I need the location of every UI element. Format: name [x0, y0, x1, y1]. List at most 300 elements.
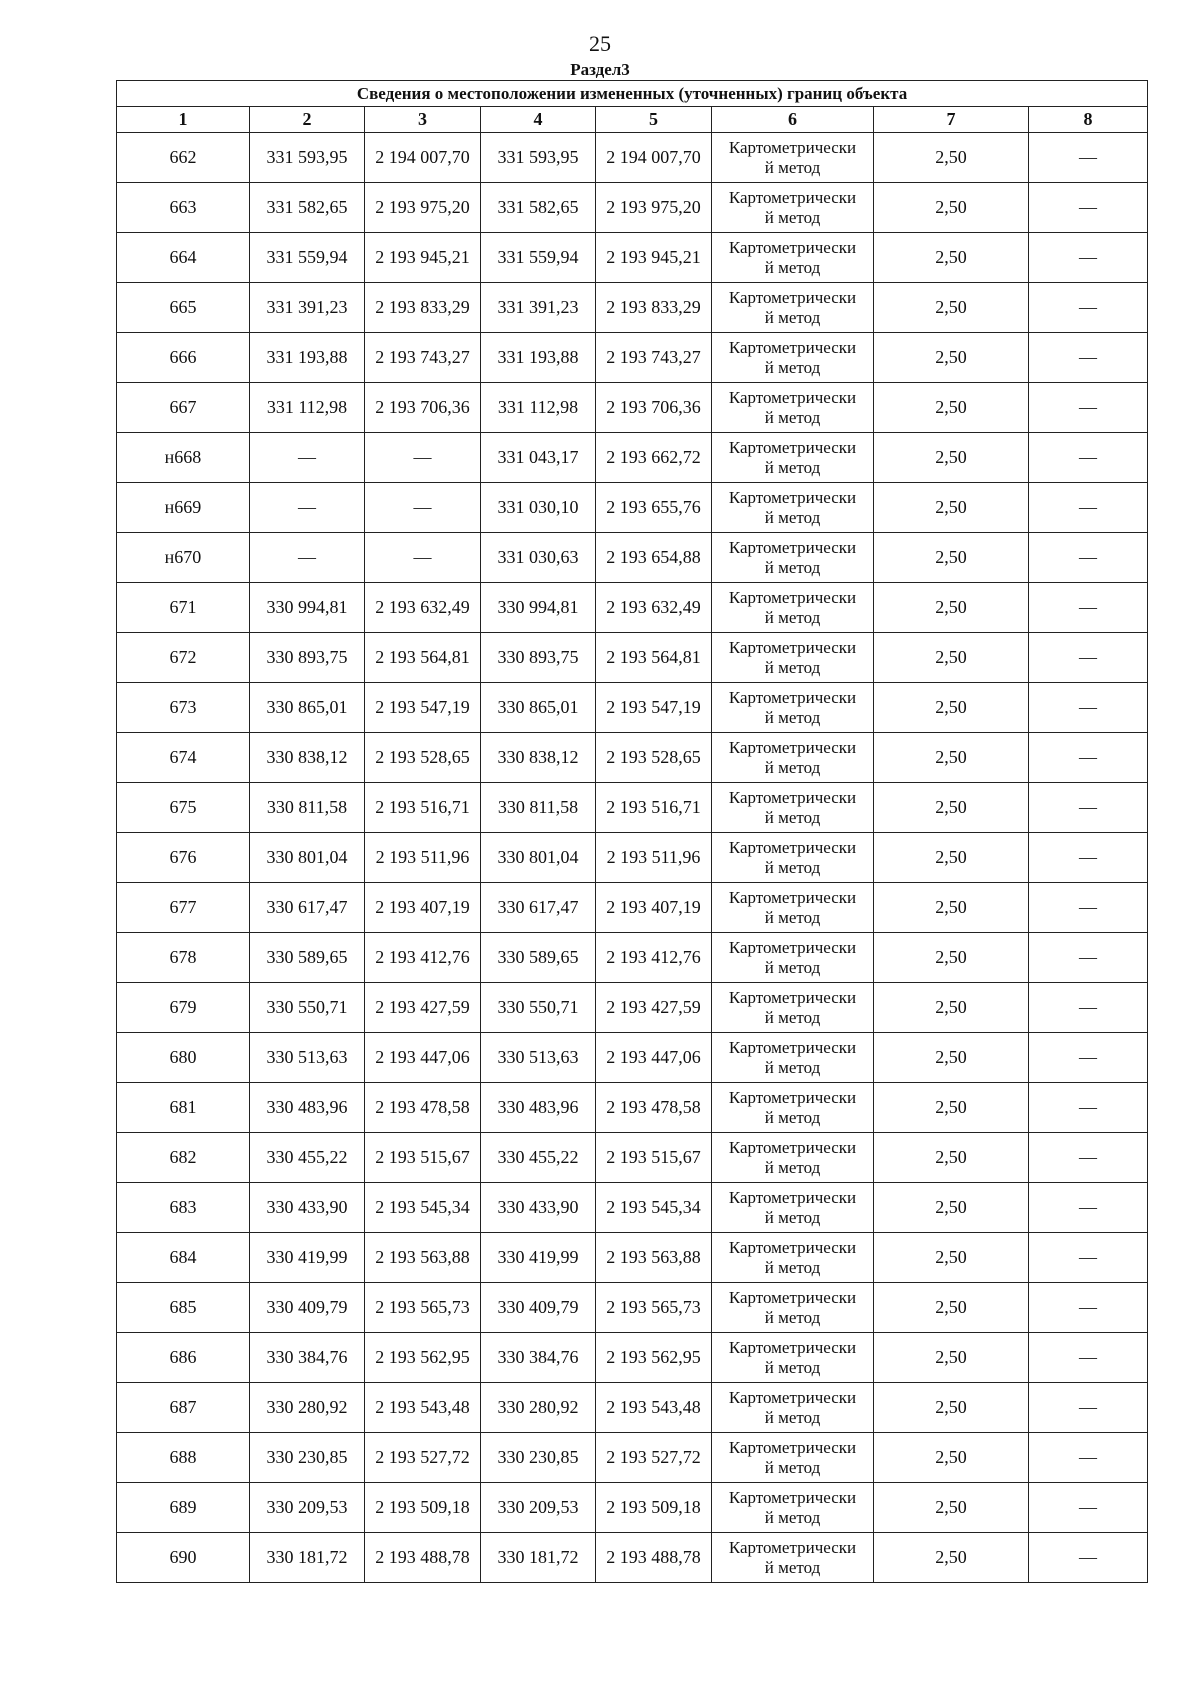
cell-col-7: 2,50	[874, 1033, 1029, 1083]
method-text-line-1: Картометрически	[728, 1037, 857, 1057]
method-text-line-1: Картометрически	[728, 1337, 857, 1357]
method-text-line-2: й метод	[764, 407, 821, 427]
cell-col-7: 2,50	[874, 283, 1029, 333]
cell-col-3: 2 193 562,95	[365, 1333, 481, 1383]
table-caption: Сведения о местоположении измененных (уточненных) границ объекта	[117, 81, 1148, 107]
cell-col-5: 2 193 528,65	[596, 733, 712, 783]
cell-col-5: 2 193 632,49	[596, 583, 712, 633]
cell-col-3: 2 194 007,70	[365, 133, 481, 183]
cell-col-4: 330 409,79	[481, 1283, 596, 1333]
cell-col-1: 686	[117, 1333, 250, 1383]
cell-col-5: 2 193 412,76	[596, 933, 712, 983]
cell-col-7: 2,50	[874, 633, 1029, 683]
cell-col-5: 2 193 654,88	[596, 533, 712, 583]
cell-col-3: 2 193 833,29	[365, 283, 481, 333]
cell-col-3: 2 193 547,19	[365, 683, 481, 733]
cell-col-4: 330 280,92	[481, 1383, 596, 1433]
cell-method	[712, 383, 874, 433]
column-header-1: 1	[117, 107, 250, 133]
method-text-line-2: й метод	[764, 507, 821, 527]
method-text-line-1: Картометрически	[728, 787, 857, 807]
cell-col-4: 330 838,12	[481, 733, 596, 783]
cell-method	[712, 483, 874, 533]
cell-col-5: 2 193 447,06	[596, 1033, 712, 1083]
method-text-line-1: Картометрически	[728, 537, 857, 557]
cell-col-2: 330 419,99	[250, 1233, 365, 1283]
method-text-line-2: й метод	[764, 1257, 821, 1277]
cell-col-2: 330 811,58	[250, 783, 365, 833]
cell-col-5: 2 194 007,70	[596, 133, 712, 183]
method-text-line-1: Картометрически	[728, 587, 857, 607]
table-row	[117, 1433, 1148, 1483]
method-text-line-2: й метод	[764, 757, 821, 777]
cell-method	[712, 583, 874, 633]
cell-method	[712, 1233, 874, 1283]
cell-col-1: 682	[117, 1133, 250, 1183]
cell-col-3: 2 193 427,59	[365, 983, 481, 1033]
cell-col-1: 683	[117, 1183, 250, 1233]
cell-method	[712, 533, 874, 583]
cell-col-5: 2 193 527,72	[596, 1433, 712, 1483]
cell-col-2: 330 838,12	[250, 733, 365, 783]
cell-col-4: 331 030,63	[481, 533, 596, 583]
cell-col-5: 2 193 511,96	[596, 833, 712, 883]
cell-col-4: 331 030,10	[481, 483, 596, 533]
cell-col-1: 673	[117, 683, 250, 733]
method-text-line-1: Картометрически	[728, 137, 857, 157]
table-row	[117, 833, 1148, 883]
cell-col-3: 2 193 516,71	[365, 783, 481, 833]
cell-col-1: 674	[117, 733, 250, 783]
table-row	[117, 483, 1148, 533]
cell-method	[712, 1183, 874, 1233]
cell-col-3: 2 193 564,81	[365, 633, 481, 683]
cell-col-3: 2 193 412,76	[365, 933, 481, 983]
table-row	[117, 283, 1148, 333]
method-text-line-1: Картометрически	[728, 1087, 857, 1107]
table-row	[117, 533, 1148, 583]
cell-col-7: 2,50	[874, 933, 1029, 983]
cell-col-8: —	[1029, 1533, 1148, 1583]
table-row	[117, 733, 1148, 783]
cell-col-7: 2,50	[874, 533, 1029, 583]
cell-col-5: 2 193 562,95	[596, 1333, 712, 1383]
cell-col-4: 330 865,01	[481, 683, 596, 733]
cell-col-1: 665	[117, 283, 250, 333]
cell-col-1: 663	[117, 183, 250, 233]
cell-col-1: 690	[117, 1533, 250, 1583]
cell-col-8: —	[1029, 733, 1148, 783]
cell-method	[712, 983, 874, 1033]
table-row	[117, 1483, 1148, 1533]
method-text-line-1: Картометрически	[728, 937, 857, 957]
cell-col-1: 676	[117, 833, 250, 883]
cell-col-8: —	[1029, 233, 1148, 283]
method-text-line-1: Картометрически	[728, 1487, 857, 1507]
cell-col-2: 330 409,79	[250, 1283, 365, 1333]
cell-col-4: 331 593,95	[481, 133, 596, 183]
cell-col-2: 330 384,76	[250, 1333, 365, 1383]
cell-col-3: 2 193 527,72	[365, 1433, 481, 1483]
cell-col-7: 2,50	[874, 1533, 1029, 1583]
method-text-line-2: й метод	[764, 1057, 821, 1077]
cell-col-5: 2 193 655,76	[596, 483, 712, 533]
cell-col-5: 2 193 833,29	[596, 283, 712, 333]
cell-method	[712, 1533, 874, 1583]
cell-col-8: —	[1029, 633, 1148, 683]
table-row	[117, 933, 1148, 983]
cell-col-1: 684	[117, 1233, 250, 1283]
cell-method	[712, 933, 874, 983]
cell-col-3: —	[365, 533, 481, 583]
cell-col-7: 2,50	[874, 1433, 1029, 1483]
column-header-3: 3	[365, 107, 481, 133]
method-text-line-1: Картометрически	[728, 837, 857, 857]
cell-col-2: —	[250, 533, 365, 583]
cell-col-8: —	[1029, 1033, 1148, 1083]
method-text-line-2: й метод	[764, 807, 821, 827]
cell-method	[712, 133, 874, 183]
method-text-line-2: й метод	[764, 907, 821, 927]
cell-col-4: 330 550,71	[481, 983, 596, 1033]
cell-method	[712, 833, 874, 883]
method-text-line-2: й метод	[764, 1507, 821, 1527]
method-text-line-1: Картометрически	[728, 887, 857, 907]
cell-col-2: 330 513,63	[250, 1033, 365, 1083]
column-header-8: 8	[1029, 107, 1148, 133]
method-text-line-2: й метод	[764, 457, 821, 477]
method-text-line-2: й метод	[764, 1407, 821, 1427]
cell-col-7: 2,50	[874, 1383, 1029, 1433]
cell-col-2: 330 433,90	[250, 1183, 365, 1233]
cell-col-5: 2 193 427,59	[596, 983, 712, 1033]
cell-col-1: 688	[117, 1433, 250, 1483]
cell-col-7: 2,50	[874, 583, 1029, 633]
cell-col-4: 330 811,58	[481, 783, 596, 833]
table-caption-row	[117, 81, 1148, 107]
method-text-line-2: й метод	[764, 607, 821, 627]
cell-col-7: 2,50	[874, 783, 1029, 833]
cell-method	[712, 1283, 874, 1333]
cell-col-4: 331 391,23	[481, 283, 596, 333]
cell-col-7: 2,50	[874, 1183, 1029, 1233]
cell-col-2: 331 593,95	[250, 133, 365, 183]
cell-col-8: —	[1029, 483, 1148, 533]
cell-col-4: 330 384,76	[481, 1333, 596, 1383]
method-text-line-1: Картометрически	[728, 1187, 857, 1207]
cell-col-7: 2,50	[874, 1483, 1029, 1533]
cell-col-8: —	[1029, 833, 1148, 883]
cell-col-7: 2,50	[874, 333, 1029, 383]
cell-col-2: 331 391,23	[250, 283, 365, 333]
cell-col-1: 672	[117, 633, 250, 683]
cell-col-5: 2 193 565,73	[596, 1283, 712, 1333]
cell-col-3: 2 193 706,36	[365, 383, 481, 433]
cell-method	[712, 283, 874, 333]
cell-col-2: 330 994,81	[250, 583, 365, 633]
section-title: Раздел3	[570, 60, 630, 79]
table-header-row	[117, 107, 1148, 133]
cell-col-1: 679	[117, 983, 250, 1033]
method-text-line-2: й метод	[764, 257, 821, 277]
method-text-line-2: й метод	[764, 307, 821, 327]
cell-col-2: 331 582,65	[250, 183, 365, 233]
method-text-line-2: й метод	[764, 1157, 821, 1177]
cell-col-2: 330 801,04	[250, 833, 365, 883]
cell-col-5: 2 193 564,81	[596, 633, 712, 683]
cell-col-2: 330 209,53	[250, 1483, 365, 1533]
method-text-line-2: й метод	[764, 1307, 821, 1327]
cell-col-4: 330 513,63	[481, 1033, 596, 1083]
method-text-line-2: й метод	[764, 857, 821, 877]
cell-col-1: 687	[117, 1383, 250, 1433]
cell-col-7: 2,50	[874, 1283, 1029, 1333]
cell-col-2: 331 112,98	[250, 383, 365, 433]
cell-method	[712, 783, 874, 833]
cell-col-7: 2,50	[874, 1233, 1029, 1283]
cell-col-7: 2,50	[874, 1333, 1029, 1383]
cell-method	[712, 1133, 874, 1183]
cell-col-7: 2,50	[874, 383, 1029, 433]
cell-col-3: 2 193 528,65	[365, 733, 481, 783]
method-text-line-1: Картометрически	[728, 1287, 857, 1307]
cell-method	[712, 233, 874, 283]
method-text-line-1: Картометрически	[728, 1537, 857, 1557]
method-text-line-1: Картометрически	[728, 387, 857, 407]
table-row	[117, 1333, 1148, 1383]
cell-col-3: 2 193 407,19	[365, 883, 481, 933]
cell-col-5: 2 193 516,71	[596, 783, 712, 833]
cell-col-1: 667	[117, 383, 250, 433]
cell-col-3: 2 193 488,78	[365, 1533, 481, 1583]
cell-col-7: 2,50	[874, 233, 1029, 283]
cell-col-5: 2 193 407,19	[596, 883, 712, 933]
boundary-coordinates-table	[116, 80, 1148, 1583]
method-text-line-1: Картометрически	[728, 487, 857, 507]
table-row	[117, 1233, 1148, 1283]
cell-col-8: —	[1029, 333, 1148, 383]
cell-col-8: —	[1029, 1383, 1148, 1433]
table-row	[117, 883, 1148, 933]
cell-col-2: 330 483,96	[250, 1083, 365, 1133]
table-row	[117, 183, 1148, 233]
cell-col-4: 330 455,22	[481, 1133, 596, 1183]
cell-method	[712, 633, 874, 683]
cell-col-3: 2 193 511,96	[365, 833, 481, 883]
cell-col-3: 2 193 478,58	[365, 1083, 481, 1133]
cell-col-5: 2 193 543,48	[596, 1383, 712, 1433]
cell-col-5: 2 193 488,78	[596, 1533, 712, 1583]
cell-col-1: 675	[117, 783, 250, 833]
table-row	[117, 583, 1148, 633]
cell-method	[712, 883, 874, 933]
cell-method	[712, 433, 874, 483]
cell-col-4: 330 230,85	[481, 1433, 596, 1483]
cell-col-8: —	[1029, 383, 1148, 433]
table-row	[117, 1133, 1148, 1183]
cell-col-3: —	[365, 483, 481, 533]
cell-col-8: —	[1029, 133, 1148, 183]
cell-col-2: 330 865,01	[250, 683, 365, 733]
column-header-2: 2	[250, 107, 365, 133]
cell-col-1: н669	[117, 483, 250, 533]
cell-method	[712, 1483, 874, 1533]
cell-col-5: 2 193 509,18	[596, 1483, 712, 1533]
cell-col-8: —	[1029, 1433, 1148, 1483]
cell-col-1: 680	[117, 1033, 250, 1083]
cell-col-4: 330 209,53	[481, 1483, 596, 1533]
cell-col-3: 2 193 565,73	[365, 1283, 481, 1333]
cell-col-4: 330 419,99	[481, 1233, 596, 1283]
cell-method	[712, 183, 874, 233]
cell-col-7: 2,50	[874, 183, 1029, 233]
method-text-line-1: Картометрически	[728, 237, 857, 257]
method-text-line-1: Картометрически	[728, 1137, 857, 1157]
cell-col-8: —	[1029, 1483, 1148, 1533]
cell-col-8: —	[1029, 1333, 1148, 1383]
cell-method	[712, 683, 874, 733]
method-text-line-1: Картометрически	[728, 1437, 857, 1457]
cell-col-8: —	[1029, 783, 1148, 833]
cell-col-7: 2,50	[874, 1083, 1029, 1133]
cell-col-5: 2 193 545,34	[596, 1183, 712, 1233]
cell-col-4: 330 893,75	[481, 633, 596, 683]
table-row	[117, 783, 1148, 833]
cell-col-5: 2 193 743,27	[596, 333, 712, 383]
cell-col-1: н670	[117, 533, 250, 583]
cell-col-2: 330 230,85	[250, 1433, 365, 1483]
cell-col-8: —	[1029, 1183, 1148, 1233]
cell-col-4: 330 181,72	[481, 1533, 596, 1583]
cell-col-1: 662	[117, 133, 250, 183]
cell-col-7: 2,50	[874, 883, 1029, 933]
cell-col-8: —	[1029, 1233, 1148, 1283]
cell-col-7: 2,50	[874, 683, 1029, 733]
table-row	[117, 983, 1148, 1033]
cell-col-8: —	[1029, 1083, 1148, 1133]
method-text-line-1: Картометрически	[728, 437, 857, 457]
cell-col-8: —	[1029, 1283, 1148, 1333]
cell-col-3: 2 193 543,48	[365, 1383, 481, 1433]
cell-col-1: 671	[117, 583, 250, 633]
cell-col-8: —	[1029, 283, 1148, 333]
cell-col-8: —	[1029, 583, 1148, 633]
cell-col-4: 331 582,65	[481, 183, 596, 233]
method-text-line-2: й метод	[764, 1357, 821, 1377]
method-text-line-2: й метод	[764, 207, 821, 227]
cell-col-8: —	[1029, 533, 1148, 583]
cell-col-8: —	[1029, 1133, 1148, 1183]
table-row	[117, 1083, 1148, 1133]
cell-col-5: 2 193 945,21	[596, 233, 712, 283]
cell-col-4: 330 994,81	[481, 583, 596, 633]
cell-col-2: 331 193,88	[250, 333, 365, 383]
table-row	[117, 333, 1148, 383]
column-header-4: 4	[481, 107, 596, 133]
cell-col-8: —	[1029, 183, 1148, 233]
table-row	[117, 1283, 1148, 1333]
cell-col-4: 330 801,04	[481, 833, 596, 883]
cell-col-5: 2 193 662,72	[596, 433, 712, 483]
cell-col-1: 689	[117, 1483, 250, 1533]
method-text-line-2: й метод	[764, 157, 821, 177]
method-text-line-2: й метод	[764, 557, 821, 577]
cell-col-2: 330 589,65	[250, 933, 365, 983]
cell-col-2: 330 893,75	[250, 633, 365, 683]
cell-col-3: 2 193 545,34	[365, 1183, 481, 1233]
cell-col-5: 2 193 515,67	[596, 1133, 712, 1183]
method-text-line-1: Картометрически	[728, 637, 857, 657]
method-text-line-1: Картометрически	[728, 687, 857, 707]
method-text-line-2: й метод	[764, 357, 821, 377]
cell-col-1: 678	[117, 933, 250, 983]
table-row	[117, 633, 1148, 683]
cell-col-4: 331 193,88	[481, 333, 596, 383]
cell-method	[712, 1433, 874, 1483]
cell-col-4: 331 559,94	[481, 233, 596, 283]
cell-col-1: 685	[117, 1283, 250, 1333]
cell-col-5: 2 193 563,88	[596, 1233, 712, 1283]
method-text-line-2: й метод	[764, 1457, 821, 1477]
method-text-line-2: й метод	[764, 1107, 821, 1127]
cell-col-2: 330 550,71	[250, 983, 365, 1033]
method-text-line-1: Картометрически	[728, 737, 857, 757]
cell-col-3: 2 193 515,67	[365, 1133, 481, 1183]
table-row	[117, 1533, 1148, 1583]
table-row	[117, 1033, 1148, 1083]
cell-col-2: 331 559,94	[250, 233, 365, 283]
method-text-line-1: Картометрически	[728, 187, 857, 207]
cell-col-7: 2,50	[874, 983, 1029, 1033]
method-text-line-1: Картометрически	[728, 987, 857, 1007]
cell-method	[712, 1033, 874, 1083]
cell-col-4: 331 043,17	[481, 433, 596, 483]
cell-col-5: 2 193 547,19	[596, 683, 712, 733]
table-row	[117, 1183, 1148, 1233]
cell-col-3: 2 193 975,20	[365, 183, 481, 233]
column-header-7: 7	[874, 107, 1029, 133]
table-body	[117, 133, 1148, 1583]
column-header-6: 6	[712, 107, 874, 133]
cell-col-7: 2,50	[874, 433, 1029, 483]
cell-col-4: 331 112,98	[481, 383, 596, 433]
cell-method	[712, 333, 874, 383]
cell-col-7: 2,50	[874, 733, 1029, 783]
method-text-line-1: Картометрически	[728, 337, 857, 357]
cell-col-4: 330 483,96	[481, 1083, 596, 1133]
method-text-line-1: Картометрически	[728, 287, 857, 307]
cell-col-3: 2 193 632,49	[365, 583, 481, 633]
cell-col-3: 2 193 447,06	[365, 1033, 481, 1083]
cell-col-2: 330 181,72	[250, 1533, 365, 1583]
cell-col-2: —	[250, 483, 365, 533]
cell-col-3: 2 193 563,88	[365, 1233, 481, 1283]
page-number: 25	[589, 31, 611, 56]
method-text-line-2: й метод	[764, 657, 821, 677]
cell-col-1: 664	[117, 233, 250, 283]
cell-col-8: —	[1029, 433, 1148, 483]
cell-col-2: 330 280,92	[250, 1383, 365, 1433]
cell-col-5: 2 193 706,36	[596, 383, 712, 433]
cell-method	[712, 1333, 874, 1383]
method-text-line-2: й метод	[764, 957, 821, 977]
cell-col-2: —	[250, 433, 365, 483]
table-row	[117, 133, 1148, 183]
cell-col-1: 666	[117, 333, 250, 383]
table-row	[117, 433, 1148, 483]
cell-col-7: 2,50	[874, 483, 1029, 533]
cell-col-4: 330 617,47	[481, 883, 596, 933]
